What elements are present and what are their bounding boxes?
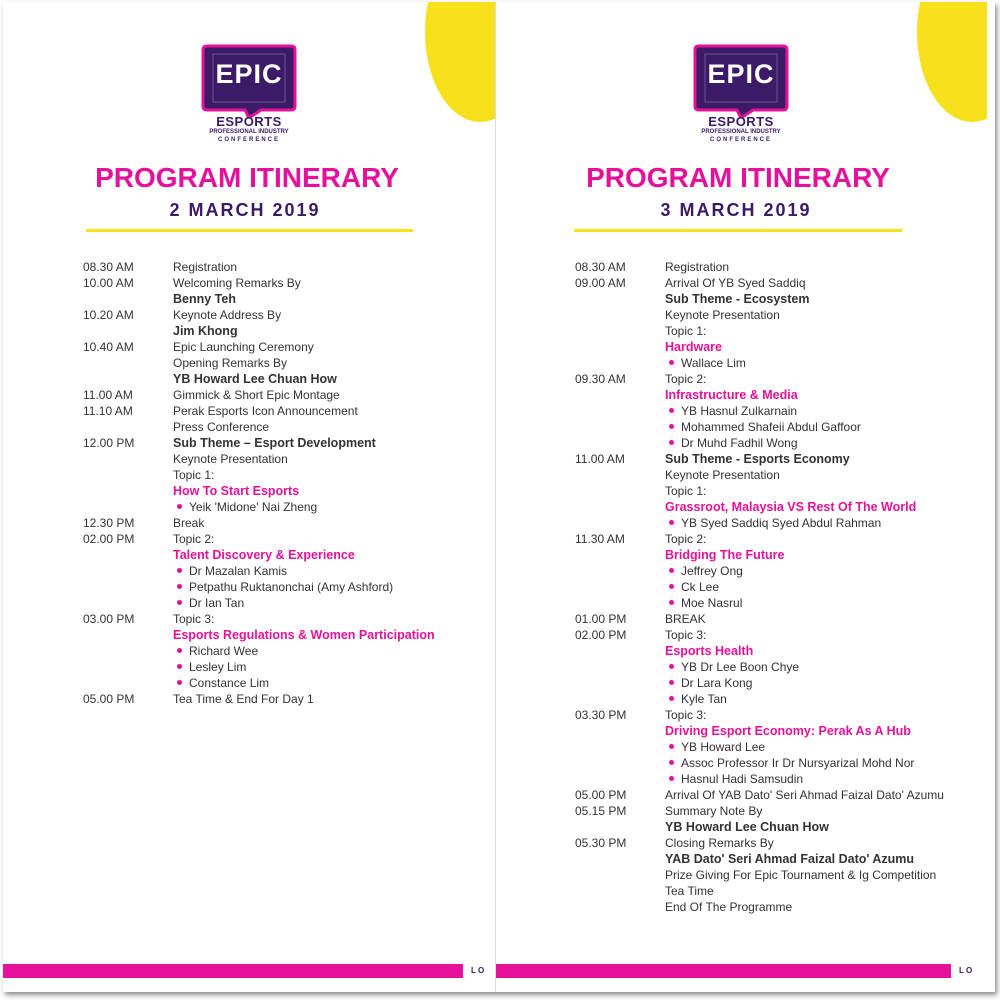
entry-time: 10.00 AM [83,276,134,290]
highlight-line: YAB Dato' Seri Ahmad Faizal Dato' Azumu [665,852,915,866]
speaker-name: Dr Lara Kong [681,676,753,690]
logo-subtitle: ESPORTS [216,114,282,129]
speaker-name: Mohammed Shafeii Abdul Gaffoor [681,420,861,434]
logo-main-text: EPIC [707,59,775,89]
speaker-item [665,691,987,707]
entry-details [173,611,495,691]
entry-details [665,627,987,707]
speaker-item [665,355,987,371]
detail-line: Topic 1: [173,468,215,482]
footer-bar [496,964,951,978]
detail-line: Keynote Address By [173,308,282,322]
schedule-entry [575,451,987,531]
entry-time: 05.00 PM [575,788,627,802]
speaker-name: Hasnul Hadi Samsudin [681,772,804,786]
schedule-entry [575,835,987,915]
schedule-entry [575,803,987,835]
footer-bar [3,964,463,978]
logo-subtitle-2: PROFESSIONAL INDUSTRY [209,129,289,135]
bullet-icon [669,760,674,765]
entry-details [665,611,987,627]
detail-line: Arrival Of YB Syed Saddiq [665,276,806,290]
speaker-item [173,499,495,515]
schedule-entry [575,371,987,451]
detail-line: Tea Time [665,884,714,898]
bullet-icon [669,696,674,701]
schedule-entry [83,531,495,611]
speaker-item [173,579,495,595]
entry-details [665,371,987,451]
entry-time: 11.00 AM [575,452,625,466]
bullet-icon [177,648,182,653]
speaker-item [173,563,495,579]
speaker-name: Moe Nasrul [681,596,743,610]
entry-details [665,835,987,915]
bullet-icon [177,600,182,605]
title-divider [574,229,902,232]
entry-time: 05.15 PM [575,804,627,818]
bullet-icon [177,680,182,685]
detail-line: Topic 2: [665,372,707,386]
detail-line: Registration [173,260,238,274]
schedule-entry [83,515,495,531]
entry-details [173,259,495,275]
schedule-list [83,259,495,707]
schedule-entry [83,611,495,691]
speaker-item [173,595,495,611]
speaker-name: Kyle Tan [681,692,727,706]
bullet-icon [669,424,674,429]
entry-details [665,803,987,835]
entry-time: 12.30 PM [83,516,135,530]
topic-title: Esports Health [665,644,754,658]
detail-line: Opening Remarks By [173,356,288,370]
highlight-line: Sub Theme - Esports Economy [665,452,850,466]
detail-line: End Of The Programme [665,900,793,914]
entry-details [665,259,987,275]
speaker-name: YB Hasnul Zulkarnain [681,404,798,418]
bullet-icon [669,440,674,445]
bullet-icon [669,568,674,573]
speaker-item [173,675,495,691]
document-spread [3,2,995,992]
speaker-name: Assoc Professor Ir Dr Nursyarizal Mohd Nor [681,756,915,770]
entry-details [173,387,495,403]
logo-subtitle-2: PROFESSIONAL INDUSTRY [701,129,781,135]
detail-line: Summary Note By [665,804,763,818]
title-divider [86,229,413,232]
topic-title: Infrastructure & Media [665,388,798,402]
entry-time: 01.00 PM [575,612,627,626]
entry-time: 12.00 PM [83,436,135,450]
detail-line: Gimmick & Short Epic Montage [173,388,340,402]
bullet-icon [669,744,674,749]
speaker-item [665,419,987,435]
speaker-item [665,435,987,451]
detail-line: Registration [665,260,730,274]
detail-line: Tea Time & End For Day 1 [173,692,314,706]
detail-line: Press Conference [173,420,270,434]
speaker-item [173,659,495,675]
bullet-icon [177,504,182,509]
speaker-name: Lesley Lim [189,660,247,674]
schedule-entry [575,259,987,275]
speaker-name: Richard Wee [189,644,259,658]
speaker-name: Dr Ian Tan [189,596,245,610]
speaker-name: YB Dr Lee Boon Chye [681,660,800,674]
speaker-name: YB Howard Lee [681,740,766,754]
speaker-item [173,643,495,659]
detail-line: Topic 1: [665,484,707,498]
detail-line: Topic 3: [665,708,707,722]
entry-details [665,707,987,787]
topic-title: How To Start Esports [173,484,300,498]
schedule-entry [575,707,987,787]
speaker-item [665,579,987,595]
entry-details [173,403,495,435]
speaker-item [665,659,987,675]
schedule-entry [83,403,495,435]
entry-details [665,275,987,371]
entry-details [173,691,495,707]
highlight-line: YB Howard Lee Chuan How [665,820,829,834]
detail-line: Closing Remarks By [665,836,774,850]
topic-title: Esports Regulations & Women Participation [173,628,435,642]
entry-time: 10.40 AM [83,340,134,354]
speaker-name: Jeffrey Ong [681,564,743,578]
footer-logo: L O [959,966,973,975]
detail-line: Epic Launching Ceremony [173,340,314,354]
schedule-entry [83,435,495,515]
entry-time: 11.30 AM [575,532,625,546]
highlight-line: YB Howard Lee Chuan How [173,372,337,386]
speaker-name: Yeik 'Midone' Nai Zheng [189,500,318,514]
detail-line: Topic 3: [173,612,215,626]
logo-subtitle-3: CONFERENCE [217,137,280,143]
detail-line: Topic 3: [665,628,707,642]
entry-time: 08.30 AM [83,260,134,274]
entry-details [665,787,987,803]
schedule-entry [83,275,495,307]
entry-details [173,515,495,531]
detail-line: Keynote Presentation [665,468,780,482]
entry-details [173,339,495,387]
entry-time: 02.00 PM [575,628,627,642]
speaker-name: Ck Lee [681,580,720,594]
entry-details [173,307,495,339]
detail-line: BREAK [665,612,706,626]
speaker-name: YB Syed Saddiq Syed Abdul Rahman [681,516,882,530]
itinerary-page-day-2 [495,2,987,992]
detail-line: Welcoming Remarks By [173,276,301,290]
speaker-name: Dr Muhd Fadhil Wong [681,436,798,450]
entry-details [173,531,495,611]
speaker-item [665,563,987,579]
topic-title: Hardware [665,340,722,354]
entry-time: 03.00 PM [83,612,135,626]
bullet-icon [177,664,182,669]
bullet-icon [669,408,674,413]
schedule-entry [575,627,987,707]
page-date: 2 MARCH 2019 [169,200,321,220]
schedule-entry [575,787,987,803]
highlight-line: Benny Teh [173,292,236,306]
schedule-entry [83,307,495,339]
detail-line: Perak Esports Icon Announcement [173,404,358,418]
detail-line: Keynote Presentation [173,452,288,466]
speaker-name: Wallace Lim [681,356,746,370]
topic-title: Grassroot, Malaysia VS Rest Of The World [665,500,917,514]
detail-line: Arrival Of YAB Dato' Seri Ahmad Faizal Dato' Azumu [665,788,944,802]
entry-time: 02.00 PM [83,532,135,546]
bullet-icon [669,664,674,669]
entry-time: 09.00 AM [575,276,626,290]
speaker-name: Dr Mazalan Kamis [189,564,288,578]
bullet-icon [177,584,182,589]
entry-time: 05.30 PM [575,836,627,850]
bullet-icon [669,600,674,605]
logo-subtitle: ESPORTS [708,114,774,129]
topic-title: Talent Discovery & Experience [173,548,355,562]
speaker-name: Constance Lim [189,676,270,690]
schedule-list [575,259,987,915]
logo-main-text: EPIC [215,59,283,89]
entry-details [665,531,987,611]
entry-details [173,435,495,515]
schedule-entry [83,387,495,403]
speaker-item [665,515,987,531]
detail-line: Keynote Presentation [665,308,780,322]
bullet-icon [669,584,674,589]
schedule-entry [575,531,987,611]
itinerary-page-day-1 [3,2,495,992]
bullet-icon [669,520,674,525]
detail-line: Prize Giving For Epic Tournament & Ig Competition [665,868,937,882]
entry-time: 09.30 AM [575,372,626,386]
speaker-item [665,755,987,771]
schedule-entry [575,275,987,371]
schedule-entry [83,691,495,707]
entry-details [665,451,987,531]
speaker-item [665,675,987,691]
bullet-icon [669,680,674,685]
entry-details [173,275,495,307]
epic-logo [201,44,297,148]
entry-time: 03.30 PM [575,708,627,722]
speaker-item [665,771,987,787]
footer-logo: L O [471,966,485,975]
entry-time: 08.30 AM [575,260,626,274]
topic-title: Bridging The Future [665,548,785,562]
entry-time: 05.00 PM [83,692,135,706]
topic-title: Driving Esport Economy: Perak As A Hub [665,724,911,738]
highlight-line: Sub Theme – Esport Development [173,436,376,450]
page-date: 3 MARCH 2019 [660,200,812,220]
highlight-line: Sub Theme - Ecosystem [665,292,810,306]
highlight-line: Jim Khong [173,324,238,338]
speaker-item [665,739,987,755]
speaker-name: Petpathu Ruktanonchai (Amy Ashford) [189,580,394,594]
logo-subtitle-3: CONFERENCE [709,137,772,143]
page-title: PROGRAM ITINERARY [586,162,890,193]
detail-line: Topic 1: [665,324,707,338]
detail-line: Break [173,516,205,530]
bullet-icon [177,568,182,573]
epic-logo [693,44,789,148]
yellow-corner-decoration [425,2,495,122]
bullet-icon [669,776,674,781]
speaker-item [665,403,987,419]
entry-time: 11.00 AM [83,388,133,402]
schedule-entry [83,259,495,275]
detail-line: Topic 2: [665,532,707,546]
schedule-entry [83,339,495,387]
entry-time: 11.10 AM [83,404,133,418]
entry-time: 10.20 AM [83,308,134,322]
schedule-entry [575,611,987,627]
speaker-item [665,595,987,611]
detail-line: Topic 2: [173,532,215,546]
page-title: PROGRAM ITINERARY [95,162,399,193]
yellow-corner-decoration [917,2,987,122]
bullet-icon [669,360,674,365]
